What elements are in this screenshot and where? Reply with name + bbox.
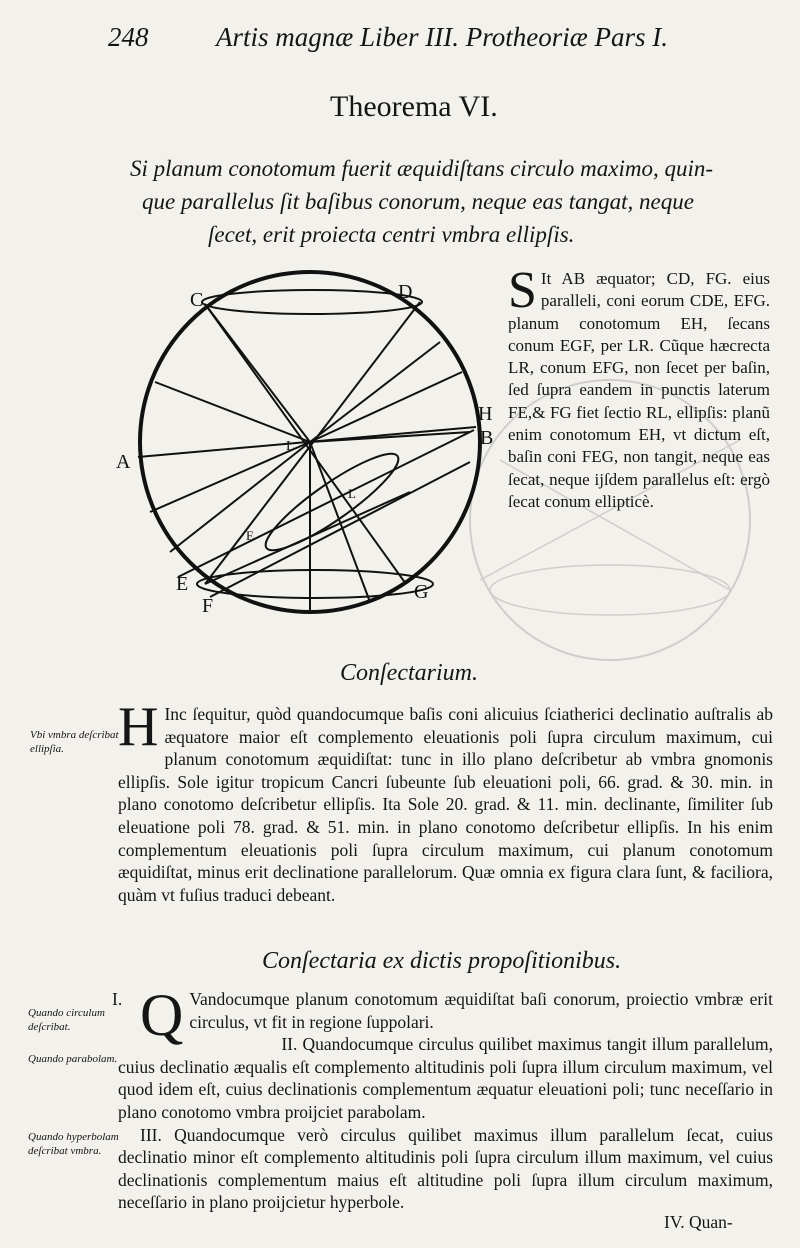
item-1-number: I. [112, 989, 123, 1009]
page-number: 248 [108, 22, 149, 52]
label-C: C [190, 289, 204, 311]
label-E: E [176, 573, 189, 595]
lower-parallel [197, 570, 433, 598]
margin-note-circle: Quando circulum deſcribat. [28, 1007, 105, 1033]
label-G: G [414, 581, 429, 603]
drop-cap-S: S [508, 262, 537, 319]
consectarium-heading: Conſectarium. [340, 660, 478, 686]
drop-cap-Q: Q [140, 982, 184, 1048]
item-3-text: III. Quandocumque verò circulus quilibet maximus illum parallelum ſecat, cuius declinatio minor eſt complemento altitudinis poli ſupra circulum illum maximum, vel cuius declinationis complementum maius eſt altitudine poli ſupra illum circulum maximum, neceſſario in plano proijcietur hyperbole. [118, 1124, 773, 1213]
upper-parallel [202, 290, 422, 314]
margin-note-parabola: Quando parabolam. [28, 1053, 118, 1065]
running-head-title: Artis magnæ Liber III. Protheoriæ Pars I. [216, 22, 668, 52]
running-header [108, 22, 768, 56]
theorem-enunciation [130, 152, 770, 251]
consectarium-text [118, 696, 773, 906]
proof-text [508, 262, 770, 513]
label-inner-E: E [246, 528, 254, 543]
enunciation-line-2: que parallelus ſit baſibus conorum, neque eas tangat, neque [142, 189, 694, 214]
geometric-diagram [110, 262, 500, 622]
label-B: B [480, 427, 494, 449]
drop-cap-H: H [118, 696, 159, 758]
item-1-text: Vandocumque planum conotomum æquidiſtat baſi conorum, proiectio vmbræ erit circulus, vt fit in regione ſuppolari. [189, 989, 773, 1032]
label-center-L: L [286, 439, 295, 454]
consectarium-body: Inc ſequitur, quòd quandocumque baſis coni alicuius ſciatherici declinatio auſtralis ab æquatore maior eſt complemento eleuationis poli ſupra circulum maximum, cui planum conotomum æquidiſtat: tunc in illo plano deſcribetur ab vmbra gnomonis ellipſis. Sole igitur tropicum Cancri ſubeunte ſub eleuationi poli, 66. grad. & 30. min. in plano conotomo deſcribetur ellipſis. Ita Sole 20. grad. & 11. min. declinante, ſimiliter ſub eleuatione poli 78. grad. & 51. min. in plano conotomo deſcribetur ellipſis. In his enim complementum eleuationis poli ſupra circulum maximum, cui planum conotomum æquidiſtat, minus erit declinatione parallelorum. Quæ omnia ex figura clara ſunt, & faciliora, quàm vt fuſius traduci debeant. [118, 704, 773, 905]
consectaria-heading: Conſectaria ex dictis propoſitionibus. [262, 948, 622, 974]
label-A: A [116, 451, 131, 473]
plane-EH [178, 430, 474, 577]
margin-note-ellipse: Vbi vmbra deſcribat ellipſia. [30, 729, 119, 755]
proof-body: It AB æquator; CD, FG. eius paralleli, coni eorum CDE, EFG. planum conotomum EH, ſecans conum EGF, per LR. Cũque hæcrecta LR, conum EFG, non ſecet per baſin, ſed ſupra eandem in punctis laterum FE,& FG fiet ſectio RL, ellipſis: planũ enim conotomum EH, vt dictum eſt, baſin coni FEG, non tangit, neque eas ſecat, neque ijſdem parallelus eſt: ergò ſecat conum ellipticè. [508, 269, 770, 511]
equator-line [138, 427, 476, 457]
label-inner-L: L [348, 486, 356, 501]
label-D: D [398, 281, 413, 303]
enunciation-line-1: Si planum conotomum fuerit æquidiſtans circulo maximo, quin- [130, 156, 714, 181]
label-H: H [478, 403, 493, 425]
margin-note-hyperbola: Quando hyperbolam deſcribat vmbra. [28, 1131, 119, 1157]
item-2-text: II. Quandocumque circulus quilibet maximus tangit illum parallelum, cuius declinatio æqualis eſt complemento altitudinis poli ſupra illum circulum maximum, vel quod idem eſt, cuius declinationis complementum æquatur eleuationi poli; tunc neceſſario in plano conotomo vmbra proijciet parabolam. [118, 1034, 773, 1122]
consectaria-text [112, 982, 773, 1214]
theorem-title: Theorema VI. [330, 90, 498, 123]
catchword: IV. Quan- [664, 1212, 733, 1232]
label-F: F [202, 595, 214, 617]
enunciation-line-3: ſecet, erit proiecta centri vmbra ellipſis. [208, 222, 575, 247]
